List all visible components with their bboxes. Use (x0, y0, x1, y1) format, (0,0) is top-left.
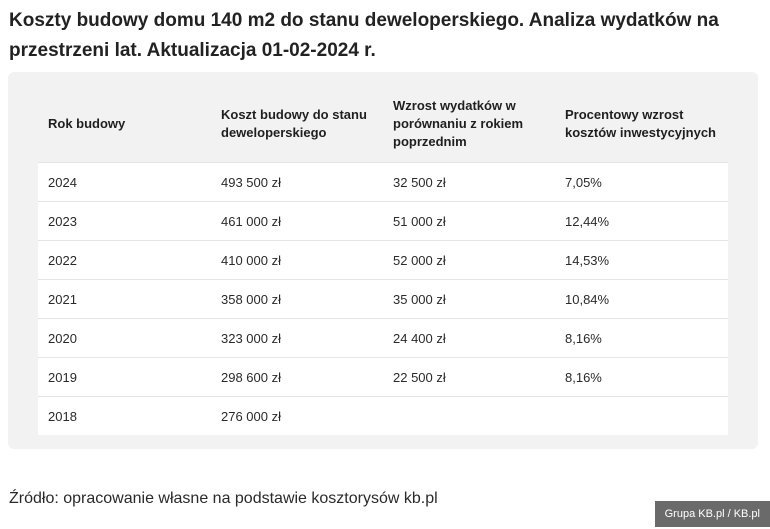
table-row (38, 241, 728, 280)
cell-cost: 276 000 zł (221, 408, 281, 424)
cell-cost: 493 500 zł (221, 174, 281, 190)
table-row (38, 358, 728, 397)
cell-percent: 12,44% (565, 213, 610, 229)
table-row (38, 202, 728, 241)
table-row (38, 319, 728, 358)
header-year: Rok budowy (48, 116, 126, 131)
cell-year: 2022 (48, 252, 77, 268)
header-increase: Wzrost wydatków w porównaniu z rokiem poprzednim (393, 98, 524, 149)
cell-increase: 35 000 zł (393, 291, 446, 307)
cost-table (38, 86, 728, 435)
cell-year: 2024 (48, 174, 77, 190)
page-title: Koszty budowy domu 140 m2 do stanu deweloperskiego. Analiza wydatków na przestrzeni lat. Aktualizacja 01-02-2024 r. (9, 10, 719, 61)
cell-cost: 298 600 zł (221, 369, 281, 385)
watermark-label: Grupa KB.pl / KB.pl (655, 501, 770, 527)
cell-year: 2018 (48, 408, 77, 424)
cell-percent: 8,16% (565, 369, 602, 385)
table-row (38, 397, 728, 436)
cell-increase: 51 000 zł (393, 213, 446, 229)
cell-increase: 24 400 zł (393, 330, 446, 346)
cell-percent (555, 397, 728, 436)
source-note: Źródło: opracowanie własne na podstawie kosztorysów kb.pl (9, 490, 438, 507)
header-cost: Koszt budowy do stanu deweloperskiego (221, 107, 367, 140)
table-header-row (38, 86, 728, 163)
cell-increase: 22 500 zł (393, 369, 446, 385)
table-panel (8, 72, 758, 449)
cell-year: 2021 (48, 291, 77, 307)
cell-cost: 410 000 zł (221, 252, 281, 268)
cell-increase: 32 500 zł (393, 174, 446, 190)
cell-increase: 52 000 zł (393, 252, 446, 268)
cell-increase (383, 397, 555, 436)
cell-year: 2019 (48, 369, 77, 385)
cell-percent: 8,16% (565, 330, 602, 346)
cell-percent: 14,53% (565, 252, 610, 268)
cell-cost: 358 000 zł (221, 291, 281, 307)
table-row (38, 163, 728, 202)
cell-cost: 323 000 zł (221, 330, 281, 346)
cell-year: 2023 (48, 213, 77, 229)
cell-year: 2020 (48, 330, 77, 346)
cell-cost: 461 000 zł (221, 213, 281, 229)
cell-percent: 7,05% (565, 174, 602, 190)
header-percent: Procentowy wzrost kosztów inwestycyjnych (565, 107, 716, 140)
table-row (38, 280, 728, 319)
cell-percent: 10,84% (565, 291, 610, 307)
